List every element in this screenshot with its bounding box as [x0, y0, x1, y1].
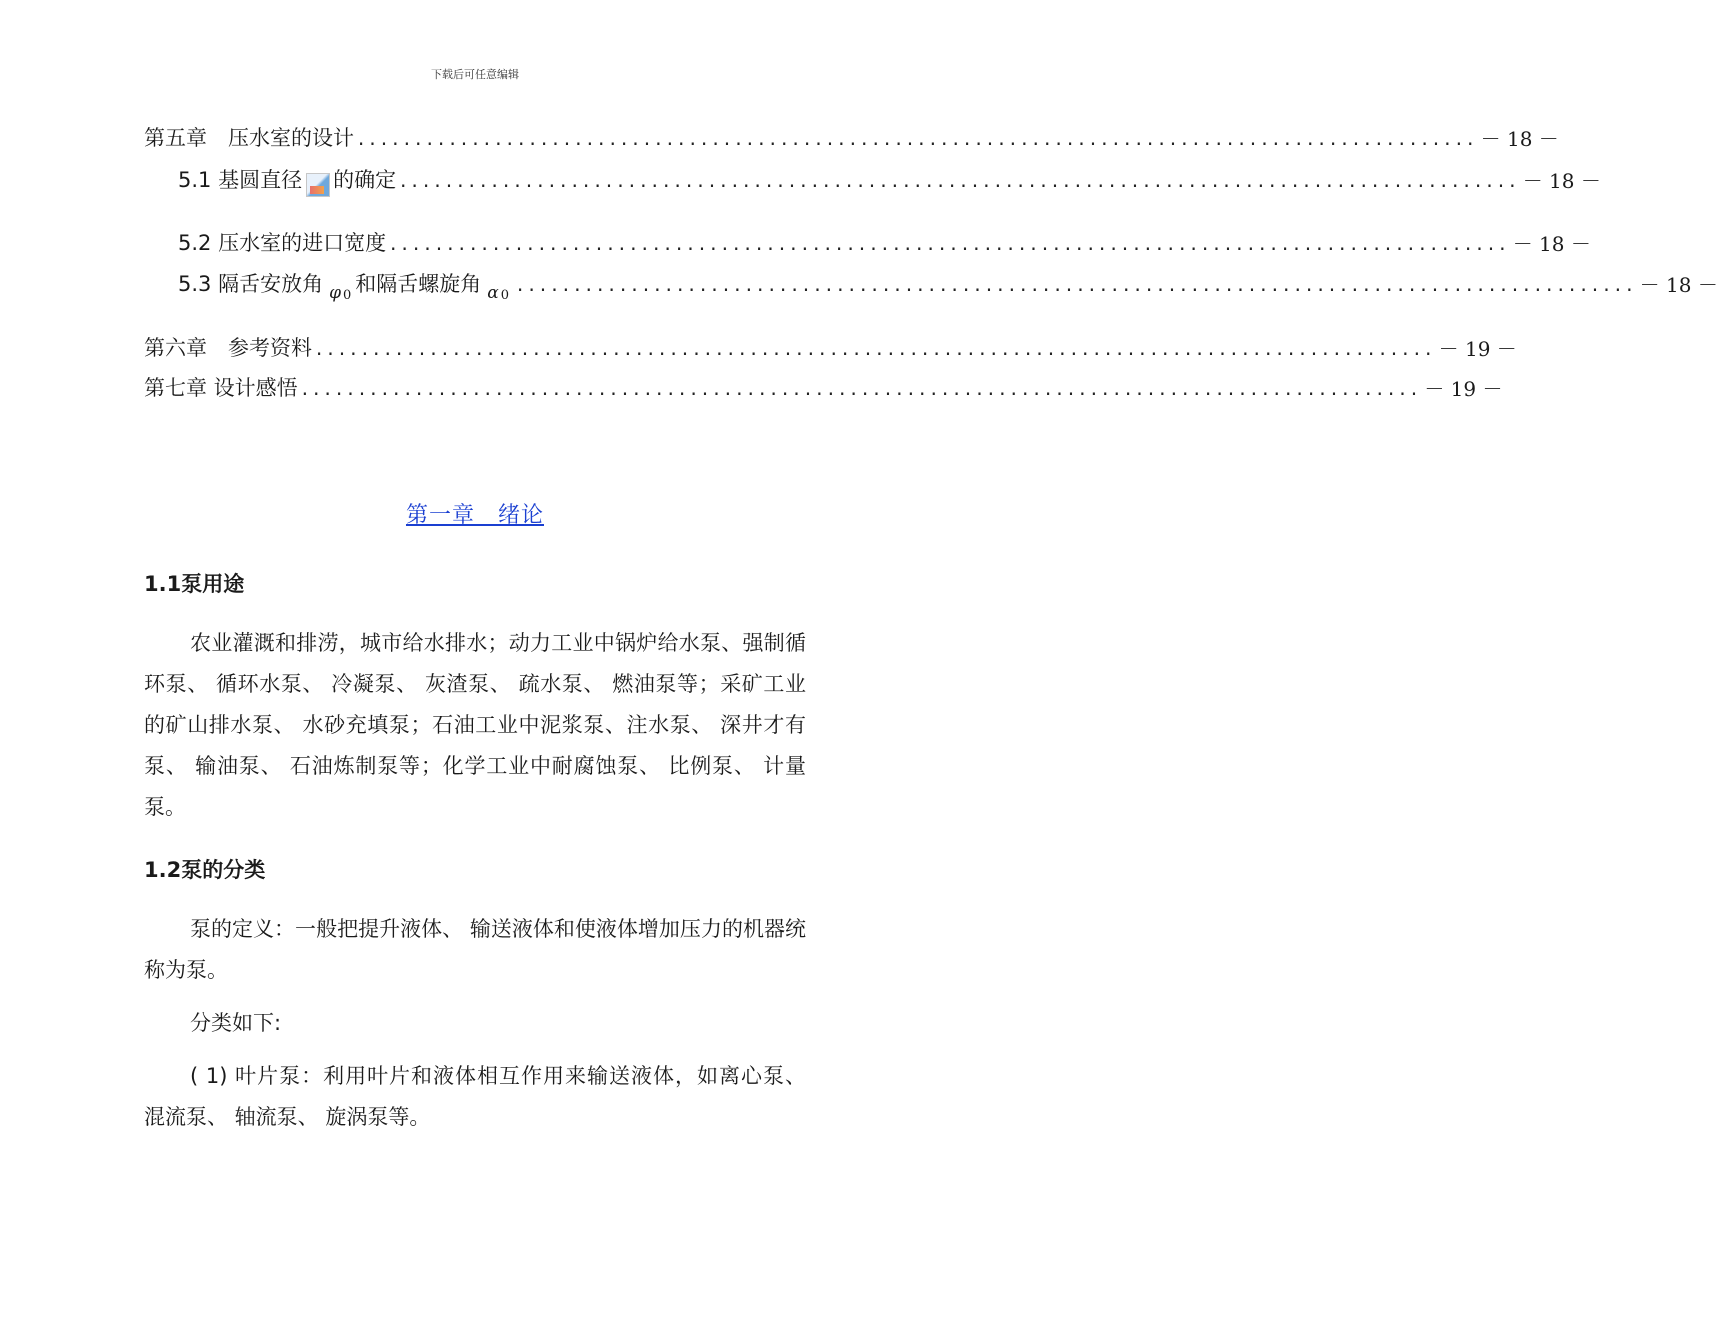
- toc-page-number: － 18 －: [1480, 126, 1559, 151]
- toc-page-number: － 18 －: [1512, 231, 1591, 256]
- section-heading-1-1: 1.1泵用途: [144, 572, 245, 596]
- toc-label-text: 5.1 基圆直径: [178, 168, 303, 192]
- toc-entry-5-2[interactable]: [178, 227, 1591, 257]
- subscript-zero: 0: [500, 287, 510, 303]
- toc-page-number: － 18 －: [1522, 168, 1601, 193]
- toc-entry-chapter5[interactable]: [144, 122, 1559, 152]
- toc-label: [178, 164, 396, 194]
- toc-entry-chapter6[interactable]: [144, 332, 1517, 362]
- toc-leader-dots: ..................................................................................................: [314, 340, 1435, 360]
- toc-leader-dots: ..................................................................................................: [299, 380, 1421, 400]
- toc-label: [178, 268, 513, 303]
- body-paragraph: ( 1) 叶片泵：利用叶片和液体相互作用来输送液体，如离心泵、 混流泵、 轴流泵、 旋涡泵等。: [144, 1064, 806, 1129]
- section-heading-1-2: 1.2泵的分类: [144, 858, 266, 882]
- toc-page-number: － 19 －: [1424, 376, 1503, 401]
- phi-symbol: φ: [329, 283, 341, 303]
- body-paragraph: 泵的定义：一般把提升液体、 输送液体和使液体增加压力的机器统称为泵。: [144, 917, 806, 982]
- body-paragraph: 分类如下:: [190, 1011, 282, 1035]
- toc-label: 第五章 压水室的设计: [144, 126, 354, 150]
- page-header-note: 下载后可任意编辑: [431, 68, 519, 81]
- toc-page-number: － 19 －: [1438, 336, 1517, 361]
- toc-label: 5.2 压水室的进口宽度: [178, 231, 387, 255]
- toc-label-text: 5.3 隔舌安放角: [178, 272, 324, 296]
- broken-image-icon: [306, 173, 330, 197]
- toc-entry-5-1[interactable]: [178, 164, 1601, 194]
- toc-entry-chapter7[interactable]: [144, 372, 1503, 402]
- toc-label-text: 和隔舌螺旋角: [355, 272, 482, 296]
- toc-page-number: － 18 －: [1639, 272, 1718, 297]
- subscript-zero: 0: [342, 287, 352, 303]
- toc-label: 第七章 设计感悟: [144, 376, 298, 400]
- toc-label-text: 的确定: [333, 168, 397, 192]
- toc-leader-dots: ..................................................................................................: [356, 130, 1477, 150]
- toc-entry-5-3[interactable]: [178, 268, 1718, 303]
- toc-leader-dots: ..................................................................................................: [398, 172, 1519, 192]
- alpha-symbol: α: [487, 283, 499, 303]
- chapter-title-link[interactable]: 第一章 绪论: [405, 503, 544, 528]
- body-paragraph: 农业灌溉和排涝，城市给水排水；动力工业中锅炉给水泵、强制循环泵、 循环水泵、 冷凝泵、 灰渣泵、 疏水泵、 燃油泵等；采矿工业的矿山排水泵、 水砂充填泵；石油工业中泥浆泵、注水泵、 深井才有泵、 输油泵、 石油炼制泵等；化学工业中耐腐蚀泵、 比例泵、 计量泵。: [144, 631, 806, 819]
- toc-leader-dots: ..................................................................................................: [388, 235, 1509, 255]
- toc-label: 第六章 参考资料: [144, 336, 312, 360]
- toc-leader-dots: ..................................................................................................: [515, 276, 1636, 296]
